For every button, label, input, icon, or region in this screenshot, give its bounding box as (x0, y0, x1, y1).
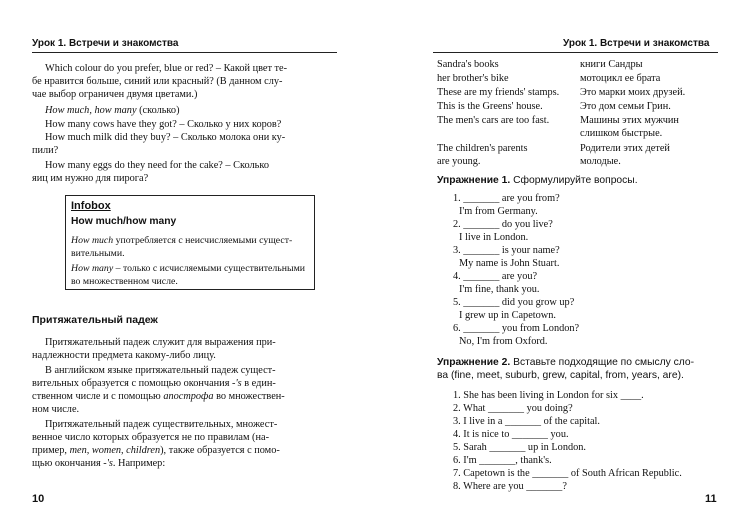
infobox-subtitle: How much/how many (71, 216, 177, 227)
intro-line-1: Which colour do you prefer, blue or red? – Какой цвет те- (45, 63, 288, 74)
pair-ru-5: Машины этих мужчин (580, 115, 679, 126)
possessive-heading: Притяжательный падеж (32, 314, 158, 326)
ex2-item-1: 1. She has been living in London for six ____. (453, 390, 644, 401)
p2-line-2-part-c: в един- (244, 378, 276, 389)
p3-line-3-examples: men, women, children (69, 445, 161, 456)
ex2-item-5: 5. Sarah _______ up in London. (453, 442, 586, 453)
ex1-item-6: 6. _______ you from London? (453, 323, 580, 334)
pair-en-8: are young. (437, 156, 481, 167)
left-running-header: Урок 1. Встречи и знакомства (32, 38, 179, 49)
infobox-term-how-much: How much (71, 235, 114, 246)
ex2-item-2: 2. What _______ you doing? (453, 403, 573, 414)
how-much-label-en: How much, how many (45, 105, 137, 116)
example-line-4: How many eggs do they need for the cake? – Сколько (45, 160, 269, 171)
left-page-number: 10 (32, 493, 45, 505)
right-running-header: Урок 1. Встречи и знакомства (563, 38, 710, 49)
exercise-2-instruction-2: ва (fine, meet, suburb, grew, capital, from, years, are). (437, 370, 684, 381)
ex1-answer-3: My name is John Stuart. (459, 258, 560, 269)
right-page-number: 11 (705, 493, 717, 505)
intro-line-2: бе нравится больше, синий или красный? (В данном слу- (32, 76, 283, 87)
ex2-item-4: 4. It is nice to _______ you. (453, 429, 569, 440)
ex2-item-3: 3. I live in a _______ of the capital. (453, 416, 600, 427)
ex1-item-5: 5. _______ did you grow up? (453, 297, 575, 308)
ex2-item-8: 8. Where are you _______? (453, 481, 567, 492)
p2-line-3-part-c: во множествен- (216, 391, 285, 402)
ex2-item-7: 7. Capetown is the _______ of South African Republic. (453, 468, 682, 479)
possessive-p3-line-4 (32, 457, 165, 470)
p3-line-3-part-a: пример, (32, 445, 67, 456)
p3-line-3-part-c: ), также образуется с помо- (160, 445, 280, 456)
ex1-item-3: 3. _______ is your name? (453, 245, 560, 256)
ex1-answer-5: I grew up in Capetown. (459, 310, 556, 321)
pair-ru-7: Родители этих детей (580, 143, 670, 154)
ex1-answer-6: No, I'm from Oxford. (459, 336, 548, 347)
infobox-line-3-rest: – только с исчисляемыми существительными (115, 263, 306, 274)
possessive-p3-line-2: венное число которых образуется не по правилам (на- (32, 432, 269, 443)
p3-line-4-suffix: -'s (103, 458, 113, 469)
pair-ru-2: мотоцикл ее брата (580, 73, 661, 84)
right-header-rule (433, 52, 718, 53)
p2-line-2-part-a: вительных образуется с помощью окончания (32, 378, 230, 389)
left-header-rule (32, 52, 337, 53)
ex1-answer-1: I'm from Germany. (459, 206, 538, 217)
pair-ru-4: Это дом семьи Грин. (580, 101, 671, 112)
p3-line-4-part-a: щью окончания (32, 458, 101, 469)
example-line-1: How many cows have they got? – Сколько у них коров? (45, 119, 282, 130)
pair-en-5: The men's cars are too fast. (437, 115, 550, 126)
infobox-line-1 (71, 234, 292, 247)
pair-en-1: Sandra's books (437, 59, 499, 70)
pair-en-3: These are my friends' stamps. (437, 87, 560, 98)
p2-line-3-apostrophe: апострофа (163, 391, 214, 402)
example-line-5: яиц им нужно для пирога? (32, 173, 149, 184)
infobox-term-how-many: How many (71, 263, 114, 274)
exercise-2-instruction-1: Вставьте подходящие по смыслу сло- (513, 357, 695, 368)
p3-line-4-part-c: . Например: (112, 458, 166, 469)
exercise-2-heading (437, 356, 694, 369)
possessive-p3-line-3 (32, 444, 280, 457)
ex2-item-6: 6. I'm _______, thank's. (453, 455, 552, 466)
exercise-1-instruction: Сформулируйте вопросы. (513, 175, 638, 186)
infobox-line-4: во множественном числе. (71, 276, 178, 287)
infobox-line-2: вительными. (71, 248, 125, 259)
p2-line-2-suffix: -'s (232, 378, 242, 389)
possessive-p2-line-2 (32, 377, 276, 390)
pair-ru-8: молодые. (580, 156, 621, 167)
infobox-line-1-rest: употребляется с неисчисляемыми сущест- (115, 235, 293, 246)
pair-ru-1: книги Сандры (580, 59, 643, 70)
ex1-item-4: 4. _______ are you? (453, 271, 538, 282)
pair-en-7: The children's parents (437, 143, 528, 154)
possessive-p2-line-1: В английском языке притяжательный падеж сущест- (45, 365, 276, 376)
right-page (375, 0, 750, 531)
example-line-3: пили? (32, 145, 59, 156)
possessive-p2-line-3 (32, 390, 285, 403)
ex1-item-1: 1. _______ are you from? (453, 193, 560, 204)
infobox-line-3 (71, 262, 305, 275)
ex1-answer-4: I'm fine, thank you. (459, 284, 540, 295)
possessive-p1-line-1: Притяжательный падеж служит для выражения при- (45, 337, 276, 348)
pair-en-4: This is the Greens' house. (437, 101, 543, 112)
pair-en-2: her brother's bike (437, 73, 509, 84)
intro-line-3: чае выбор ограничен двумя цветами.) (32, 89, 198, 100)
pair-ru-3: Это марки моих друзей. (580, 87, 686, 98)
exercise-1-label: Упражнение 1. (437, 175, 511, 186)
p2-line-3-part-a: ственном числе и с помощью (32, 391, 161, 402)
infobox-title: Infobox (71, 200, 111, 212)
ex1-answer-2: I live in London. (459, 232, 529, 243)
ex1-item-2: 2. _______ do you live? (453, 219, 553, 230)
exercise-1-heading (437, 174, 638, 187)
pair-ru-6: слишком быстрые. (580, 128, 663, 139)
possessive-p2-line-4: ном числе. (32, 404, 80, 415)
possessive-p1-line-2: надлежности предмета какому-либо лицу. (32, 350, 216, 361)
possessive-p3-line-1: Притяжательный падеж существительных, множест- (45, 419, 278, 430)
exercise-2-label: Упражнение 2. (437, 357, 511, 368)
how-much-label-ru: (сколько) (139, 105, 180, 116)
example-line-2: How much milk did they buy? – Сколько молока они ку- (45, 132, 286, 143)
how-much-label (45, 104, 180, 117)
